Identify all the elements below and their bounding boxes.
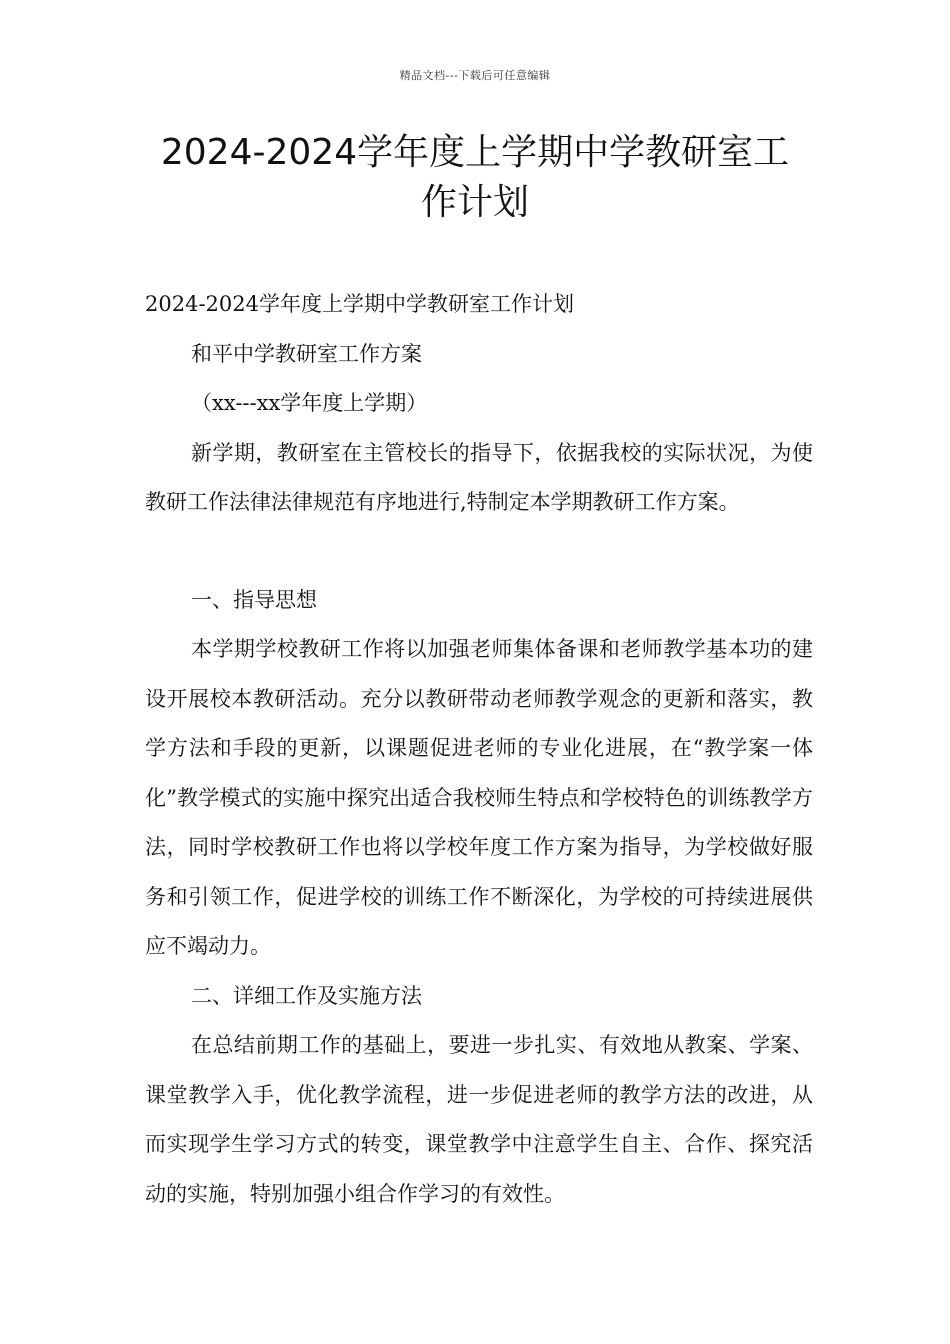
subtitle-line: 2024-2024学年度上学期中学教研室工作计划: [145, 292, 574, 316]
section2-paragraph: 在总结前期工作的基础上，要进一步扎实、有效地从教案、学案、课堂教学入手，优化教学流程，进一步促进老师的教学方法的改进，从而实现学生学习方式的转变，课堂教学中注意学生自主、合作、探究活动的实施，特别加强小组合作学习的有效性。: [145, 1033, 813, 1206]
section1-paragraph: 本学期学校教研工作将以加强老师集体备课和老师教学基本功的建设开展校本教研活动。充分以教研带动老师教学观念的更新和落实，教学方法和手段的更新，以课题促进老师的专业化进展，在“教学案一体化”教学模式的实施中探究出适合我校师生特点和学校特色的训练教学方法，同时学校教研工作也将以学校年度工作方案为指导，为学校做好服务和引领工作，促进学校的训练工作不断深化，为学校的可持续进展供应不竭动力。: [145, 637, 813, 958]
document-title: 2024-2024学年度上学期中学教研室工作计划: [160, 132, 790, 223]
intro-paragraph: 新学期，教研室在主管校长的指导下，依据我校的实际状况，为使教研工作法律法律规范有序地进行,特制定本学期教研工作方案。: [145, 440, 813, 514]
header-note: 精品文档---下载后可任意编辑: [399, 69, 551, 82]
term-note: （xx---xx学年度上学期）: [191, 391, 428, 415]
school-plan-title: 和平中学教研室工作方案: [191, 341, 422, 366]
document-body: [145, 280, 813, 1219]
section2-heading: 二、详细工作及实施方法: [191, 983, 422, 1008]
spacer: [145, 528, 813, 576]
section1-heading: 一、指导思想: [191, 587, 317, 612]
